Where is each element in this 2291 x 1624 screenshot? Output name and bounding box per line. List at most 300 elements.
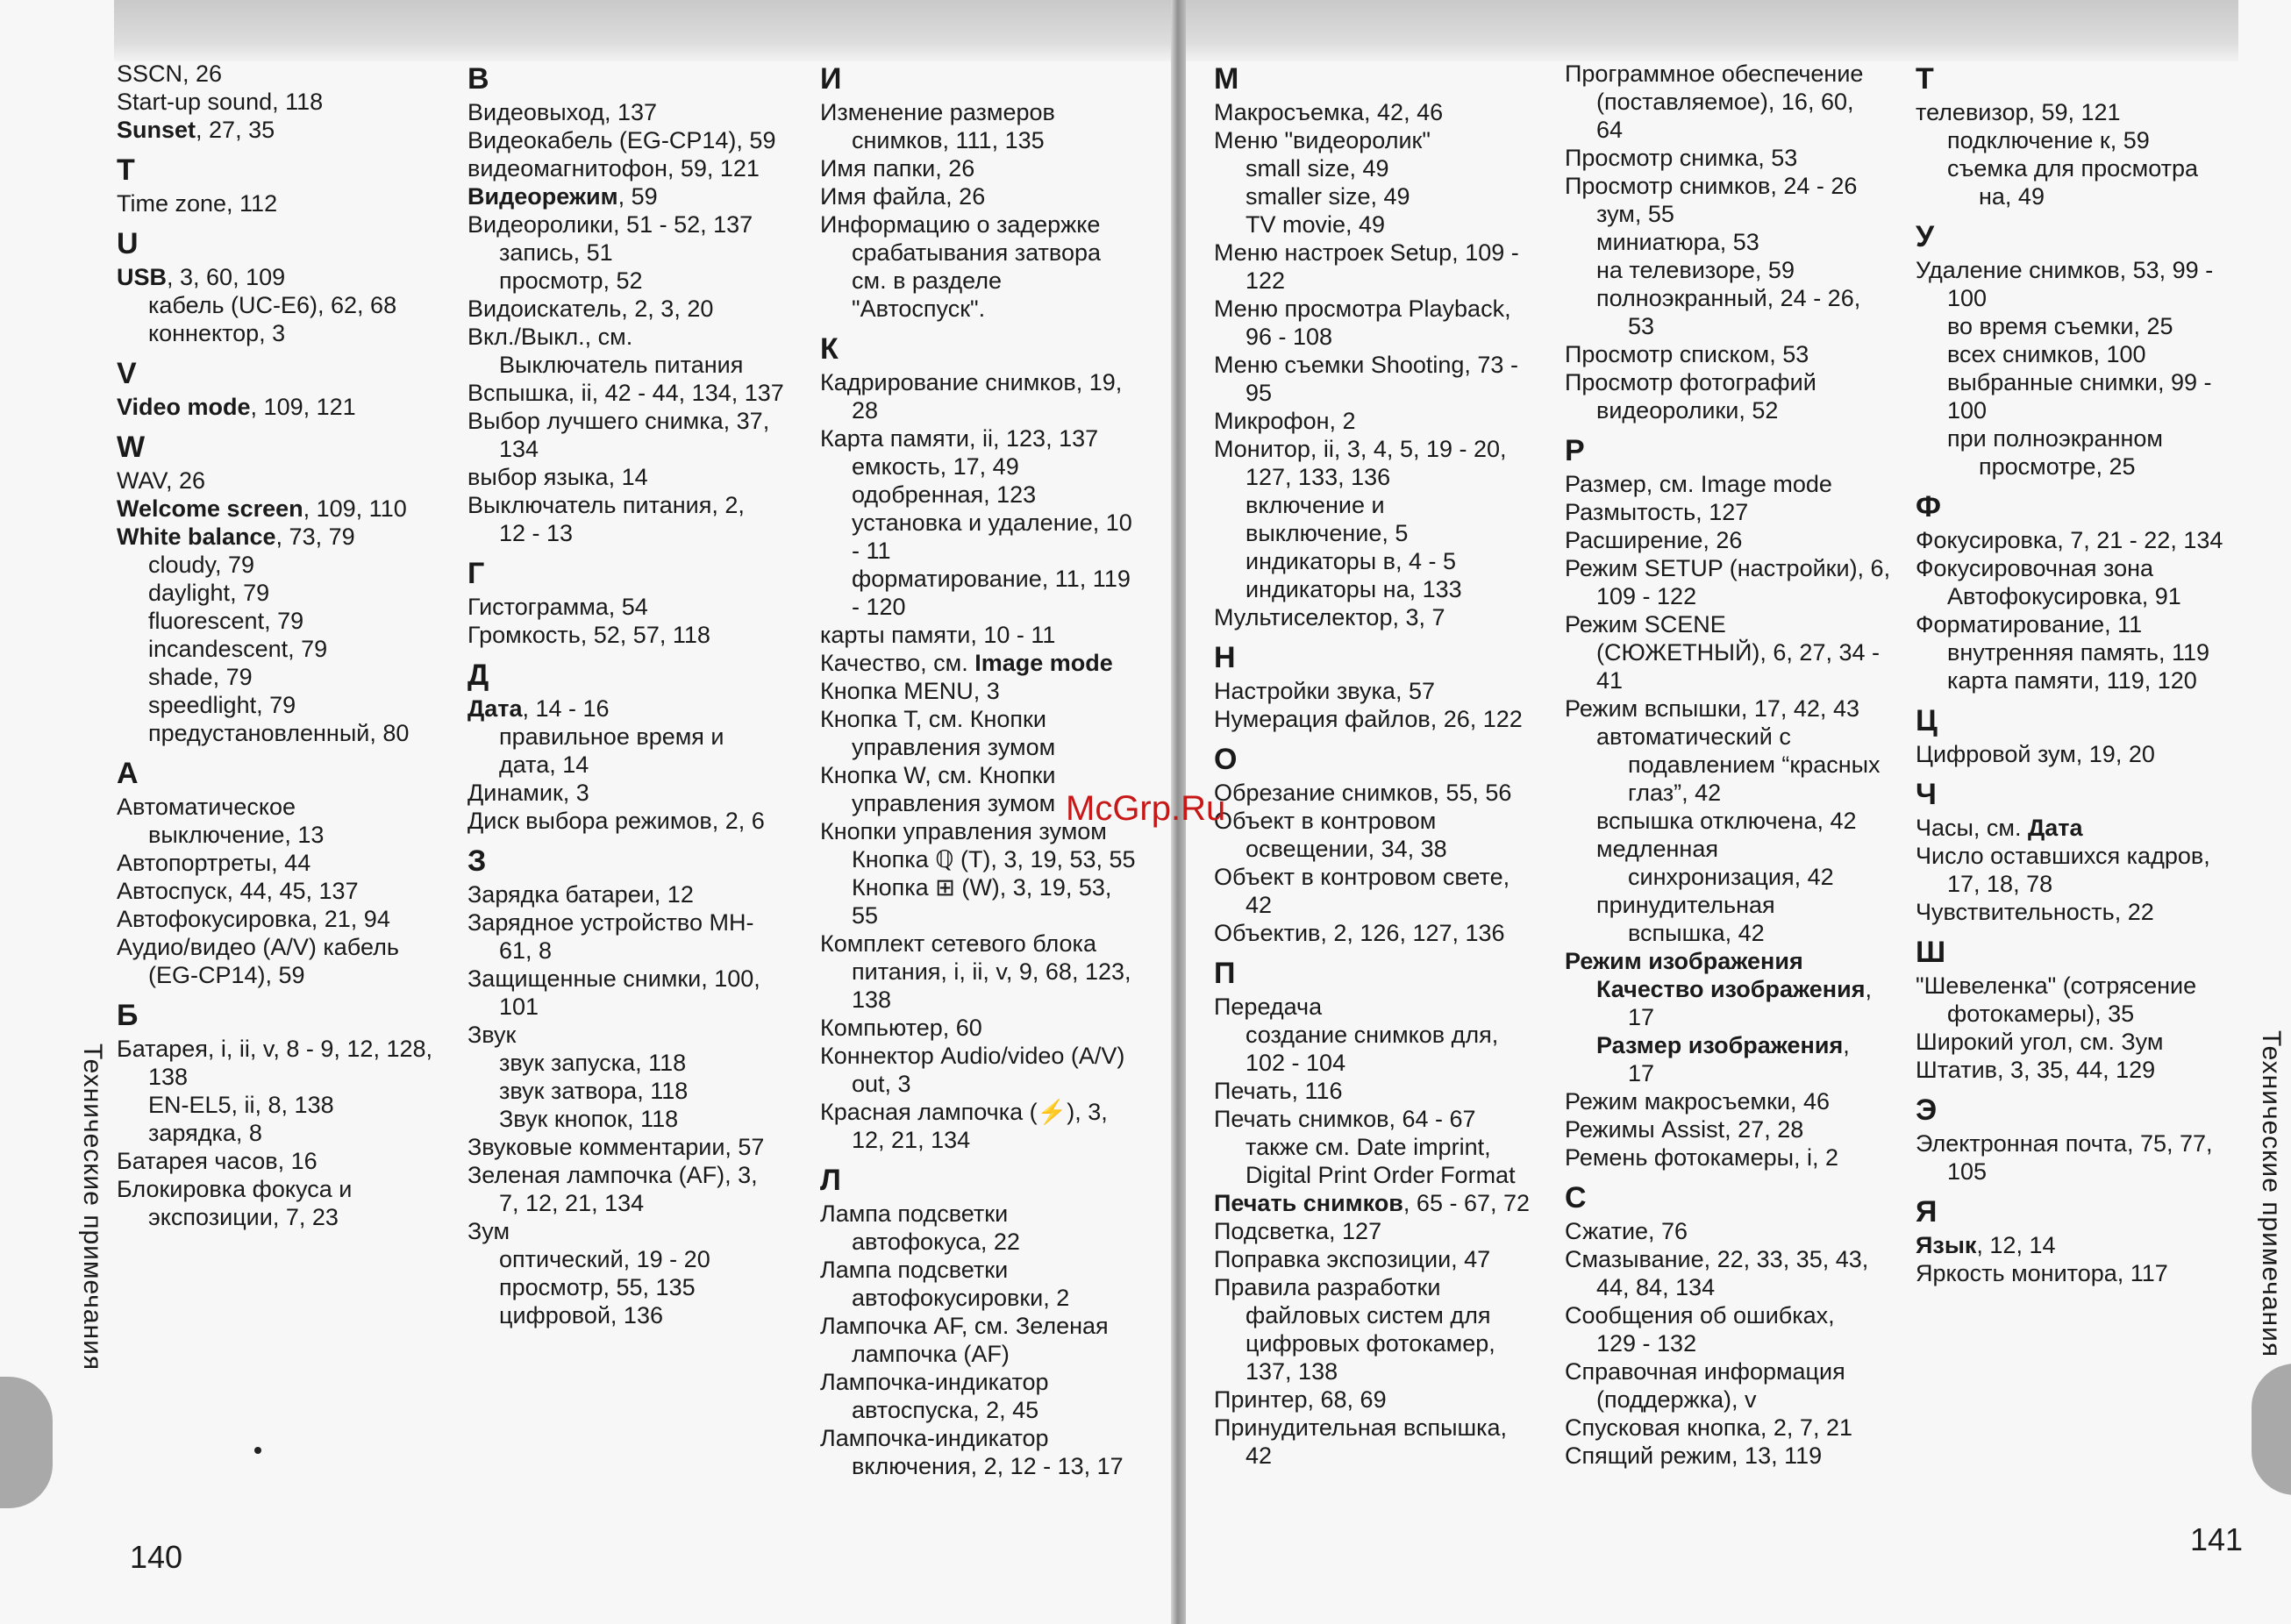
entry-text: Диск выбора режимов, 2, 6: [467, 808, 765, 834]
watermark: McGrp.Ru: [1066, 789, 1226, 828]
index-subentry: [1565, 88, 1890, 116]
index-subentry: [1214, 1161, 1530, 1189]
index-subentry: [820, 1452, 1136, 1480]
index-subentry: [820, 126, 1136, 154]
entry-text: Число оставшихся кадров,: [1916, 843, 2210, 869]
entry-text: Кнопка ℚ (T), 3, 19, 53, 55: [852, 846, 1136, 873]
index-entry: [1214, 1217, 1530, 1245]
entry-text: Вкл./Выкл., см.: [467, 324, 633, 350]
index-entry: [467, 295, 784, 323]
index-continuation: [1565, 751, 1890, 779]
entry-text: Режим SCENE: [1565, 611, 1726, 637]
index-entry: [117, 495, 432, 523]
index-entry: [117, 189, 432, 217]
entry-text: подавлением “красных: [1628, 751, 1881, 778]
index-subentry: [1214, 575, 1530, 603]
entry-text: запись, 51: [499, 239, 613, 266]
index-column-3: [820, 60, 1136, 1480]
index-entry: [117, 263, 432, 291]
index-entry: [1214, 295, 1530, 323]
index-subentry: [467, 1077, 784, 1105]
entry-text: 109 - 122: [1596, 583, 1697, 609]
entry-text: ,: [1843, 1032, 1850, 1058]
section-tab-marker: [2252, 1364, 2291, 1495]
index-subentry: [1565, 284, 1890, 312]
index-entry: [1214, 677, 1530, 705]
index-entry: [117, 116, 432, 144]
entry-text: Компьютер, 60: [820, 1015, 982, 1041]
entry-text: Печать снимков, 64 - 67: [1214, 1106, 1476, 1132]
index-entry: [467, 323, 784, 351]
section-letter: [467, 656, 784, 694]
section-letter: [117, 428, 432, 467]
index-subentry: [1916, 340, 2223, 368]
entry-text: Кнопка T, см. Кнопки: [820, 706, 1046, 732]
index-entry: [1214, 863, 1530, 891]
entry-text: Автофокусировка, 21, 94: [117, 906, 390, 932]
index-subentry: [820, 1396, 1136, 1424]
index-subentry: [1916, 284, 2223, 312]
index-entry: [1565, 340, 1890, 368]
entry-text: Обрезание снимков, 55, 56: [1214, 780, 1512, 806]
bold-term: Размер изображения: [1596, 1032, 1844, 1058]
entry-text: Монитор, ii, 3, 4, 5, 19 - 20,: [1214, 436, 1507, 462]
entry-text: 100: [1947, 285, 1988, 311]
entry-text: емкость, 17, 49: [852, 453, 1019, 480]
entry-text: 137, 138: [1245, 1358, 1338, 1385]
index-subentry: [1565, 638, 1890, 666]
index-entry: [467, 807, 784, 835]
entry-text: срабатывания затвора: [852, 239, 1102, 266]
entry-text: вспышка, 42: [1628, 920, 1765, 946]
entry-text: Т: [1916, 62, 1934, 96]
index-entry: [1565, 60, 1890, 88]
entry-text: Ремень фотокамеры, i, 2: [1565, 1144, 1839, 1171]
index-subentry: [1916, 582, 2223, 610]
entry-text: просмотре, 25: [1979, 453, 2136, 480]
entry-text: WAV, 26: [117, 467, 206, 494]
entry-text: 101: [499, 994, 539, 1020]
entry-text: Поправка экспозиции, 47: [1214, 1246, 1491, 1272]
index-column-1: [117, 60, 432, 1231]
index-entry: [1916, 98, 2223, 126]
entry-text: звук затвора, 118: [499, 1078, 689, 1104]
entry-text: Зарядка батареи, 12: [467, 881, 694, 908]
entry-text: 17: [1628, 1004, 1655, 1030]
index-subentry: [117, 961, 432, 989]
entry-text: Звук кнопок, 118: [499, 1106, 679, 1132]
entry-text: smaller size, 49: [1245, 183, 1410, 210]
entry-text: снимков, 111, 135: [852, 127, 1045, 153]
entry-text: Кнопка MENU, 3: [820, 678, 1000, 704]
index-subentry: [1565, 835, 1890, 863]
entry-text: Меню просмотра Playback,: [1214, 296, 1511, 322]
entry-text: , 59: [617, 183, 658, 210]
entry-text: 7, 12, 21, 134: [499, 1190, 645, 1216]
index-subentry: [117, 691, 432, 719]
entry-text: EN-EL5, ii, 8, 138: [148, 1092, 334, 1118]
top-shadow-band: [114, 0, 1171, 61]
entry-text: 44, 84, 134: [1596, 1274, 1716, 1300]
index-continuation: [1565, 1003, 1890, 1031]
index-entry: [820, 1256, 1136, 1284]
index-entry: [1565, 526, 1890, 554]
entry-text: Автофокусировка, 91: [1947, 583, 2181, 609]
entry-text: Я: [1916, 1195, 1938, 1229]
entry-text: съемка для просмотра: [1947, 155, 2199, 182]
index-subentry: [117, 291, 432, 319]
index-subentry: [820, 1284, 1136, 1312]
index-subentry: [1214, 1133, 1530, 1161]
entry-text: управления зумом: [852, 790, 1056, 816]
entry-text: видеомагнитофон, 59, 121: [467, 155, 760, 182]
section-letter: [117, 996, 432, 1035]
index-subentry: [1214, 1301, 1530, 1329]
index-entry: [467, 779, 784, 807]
index-entry: [1214, 407, 1530, 435]
index-entry: [467, 1133, 784, 1161]
entry-text: Кнопки управления зумом: [820, 818, 1107, 844]
entry-text: 129 - 132: [1596, 1330, 1697, 1357]
entry-text: Ф: [1916, 490, 1942, 524]
entry-text: Выключатель питания: [499, 352, 744, 378]
entry-text: питания, i, ii, v, 9, 68, 123,: [852, 958, 1131, 985]
entry-text: Фокусировка, 7, 21 - 22, 134: [1916, 527, 2223, 553]
entry-text: Сжатие, 76: [1565, 1218, 1688, 1244]
index-entry: [1565, 947, 1890, 975]
index-entry: [1565, 1245, 1890, 1273]
entry-text: 12 - 13: [499, 520, 574, 546]
index-entry: [820, 1312, 1136, 1340]
entry-text: Смазывание, 22, 33, 35, 43,: [1565, 1246, 1869, 1272]
index-entry: [1214, 1189, 1530, 1217]
entry-text: Печать, 116: [1214, 1078, 1343, 1104]
index-subentry: [1565, 891, 1890, 919]
index-subentry: [820, 733, 1136, 761]
index-entry: [1565, 554, 1890, 582]
index-subentry: [1916, 368, 2223, 396]
index-entry: [820, 621, 1136, 649]
entry-text: 64: [1596, 117, 1624, 143]
entry-text: вспышка отключена, 42: [1596, 808, 1857, 834]
page-number: 141: [2190, 1521, 2244, 1557]
index-entry: [820, 1098, 1136, 1126]
entry-text: на, 49: [1979, 183, 2045, 210]
bold-term: White balance: [117, 524, 276, 550]
entry-text: W: [117, 431, 146, 464]
entry-text: Аудио/видео (A/V) кабель: [117, 934, 399, 960]
right-page: [1186, 0, 2291, 1624]
entry-text: включения, 2, 12 - 13, 17: [852, 1453, 1124, 1479]
top-shadow-band: [1186, 0, 2238, 61]
index-subentry: [820, 295, 1136, 323]
index-subentry: [1565, 1273, 1890, 1301]
index-entry: [1214, 1077, 1530, 1105]
entry-text: Лампа подсветки: [820, 1257, 1009, 1283]
entry-text: индикаторы на, 133: [1245, 576, 1462, 602]
entry-text: см. в разделе: [852, 267, 1003, 294]
index-entry: [467, 463, 784, 491]
index-entry: [1214, 919, 1530, 947]
bold-term: Режим изображения: [1565, 948, 1803, 974]
entry-text: З: [467, 844, 487, 878]
index-subentry: [1565, 1385, 1890, 1414]
entry-text: выбранные снимки, 99 -: [1947, 369, 2212, 395]
entry-text: Защищенные снимки, 100,: [467, 965, 760, 992]
index-continuation: [1565, 779, 1890, 807]
entry-text: звук запуска, 118: [499, 1050, 687, 1076]
index-entry: [1565, 498, 1890, 526]
entry-text: фотокамеры), 35: [1947, 1001, 2135, 1027]
bold-term: Язык: [1916, 1232, 1977, 1258]
entry-text: fluorescent, 79: [148, 608, 304, 634]
entry-text: Автоспуск, 44, 45, 137: [117, 878, 359, 904]
index-entry: [1916, 814, 2223, 842]
entry-text: , 12, 14: [1976, 1232, 2056, 1258]
index-entry: [1214, 1385, 1530, 1414]
entry-text: Спящий режим, 13, 119: [1565, 1442, 1823, 1469]
entry-text: Батарея, i, ii, v, 8 - 9, 12, 128,: [117, 1036, 432, 1062]
index-subentry: [117, 607, 432, 635]
entry-text: Start-up sound, 118: [117, 89, 324, 115]
bold-term: USB: [117, 264, 168, 290]
entry-text: подключение к, 59: [1947, 127, 2150, 153]
entry-text: U: [117, 227, 139, 260]
entry-text: , 3, 60, 109: [167, 264, 286, 290]
section-letter: [1916, 775, 2223, 814]
index-entry: [820, 1014, 1136, 1042]
index-subentry: [117, 1119, 432, 1147]
index-entry: [1565, 368, 1890, 396]
index-subentry: [1214, 379, 1530, 407]
index-entry: [1565, 144, 1890, 172]
section-letter: [1565, 1179, 1890, 1217]
index-entry: [117, 849, 432, 877]
index-continuation: [1916, 182, 2223, 210]
entry-text: , 14 - 16: [522, 695, 610, 722]
entry-text: out, 3: [852, 1071, 911, 1097]
index-entry: [117, 933, 432, 961]
section-letter: [1214, 638, 1530, 677]
index-subentry: [467, 1245, 784, 1273]
index-entry: [820, 154, 1136, 182]
index-entry: [1565, 1357, 1890, 1385]
entry-text: 53: [1628, 313, 1655, 339]
index-entry: [1916, 610, 2223, 638]
entry-text: V: [117, 357, 137, 390]
index-entry: [1214, 239, 1530, 267]
entry-text: телевизор, 59, 121: [1916, 99, 2121, 125]
index-entry: [1214, 603, 1530, 631]
entry-text: Режим SETUP (настройки), 6,: [1565, 555, 1891, 581]
entry-text: зарядка, 8: [148, 1120, 262, 1146]
index-subentry: [1565, 116, 1890, 144]
index-subentry: [820, 565, 1136, 593]
index-entry: [117, 1147, 432, 1175]
entry-text: включение и: [1245, 492, 1385, 518]
index-entry: [1916, 1129, 2223, 1157]
index-subentry: [467, 751, 784, 779]
entry-text: (СЮЖЕТНЫЙ), 6, 27, 34 -: [1596, 639, 1880, 666]
entry-text: автофокуса, 22: [852, 1229, 1020, 1255]
index-subentry: [820, 958, 1136, 986]
entry-text: Цифровой зум, 19, 20: [1916, 741, 2155, 767]
entry-text: , 109, 121: [250, 394, 356, 420]
entry-text: Просмотр снимков, 24 - 26: [1565, 173, 1858, 199]
index-entry: [467, 1021, 784, 1049]
index-entry: [1214, 126, 1530, 154]
entry-text: управления зумом: [852, 734, 1056, 760]
entry-text: Имя папки, 26: [820, 155, 975, 182]
index-subentry: [117, 1091, 432, 1119]
entry-text: Зарядное устройство MH-: [467, 909, 754, 936]
entry-text: цифровой, 136: [499, 1302, 663, 1328]
entry-text: Комплект сетевого блока: [820, 930, 1096, 957]
section-letter: [1916, 217, 2223, 256]
entry-text: Меню съемки Shooting, 73 -: [1214, 352, 1518, 378]
entry-text: дата, 14: [499, 751, 589, 778]
entry-text: Меню "видеоролик": [1214, 127, 1431, 153]
index-subentry: [467, 1105, 784, 1133]
entry-text: коннектор, 3: [148, 320, 286, 346]
entry-text: Режим макросъемки, 46: [1565, 1088, 1831, 1115]
entry-text: кабель (UC-E6), 62, 68: [148, 292, 397, 318]
entry-text: Объектив, 2, 126, 127, 136: [1214, 920, 1505, 946]
index-column-2: [467, 60, 784, 1329]
index-subentry: [1214, 1357, 1530, 1385]
entry-text: Подсветка, 127: [1214, 1218, 1382, 1244]
entry-text: Электронная почта, 75, 77,: [1916, 1130, 2213, 1157]
index-subentry: [820, 1228, 1136, 1256]
index-subentry: [820, 267, 1136, 295]
entry-text: Автоматическое: [117, 794, 296, 820]
index-subentry: [467, 351, 784, 379]
entry-text: Объект в контровом: [1214, 808, 1437, 834]
index-subentry: [117, 1203, 432, 1231]
entry-text: Д: [467, 659, 489, 692]
entry-text: Широкий угол, см. Зум: [1916, 1029, 2164, 1055]
section-letter: [117, 224, 432, 263]
entry-text: "Шевеленка" (сотрясение: [1916, 972, 2197, 999]
entry-text: индикаторы в, 4 - 5: [1245, 548, 1457, 574]
entry-text: Качество, см.: [820, 650, 975, 676]
entry-text: Видоискатель, 2, 3, 20: [467, 296, 714, 322]
index-subentry: [1214, 491, 1530, 519]
entry-text: принудительная: [1596, 892, 1775, 918]
entry-text: Настройки звука, 57: [1214, 678, 1435, 704]
section-letter: [467, 554, 784, 593]
index-entry: [467, 98, 784, 126]
entry-text: Справочная информация: [1565, 1358, 1845, 1385]
index-subentry: [820, 1126, 1136, 1154]
index-entry: [1916, 972, 2223, 1000]
index-subentry: [1214, 1049, 1530, 1077]
side-tab-text: Технические примечания: [2257, 1030, 2286, 1358]
index-subentry: [1916, 312, 2223, 340]
entry-text: оптический, 19 - 20: [499, 1246, 710, 1272]
bold-term: Video mode: [117, 394, 251, 420]
index-entry: [467, 593, 784, 621]
entry-text: Time zone, 112: [117, 190, 278, 217]
index-entry: [467, 379, 784, 407]
index-subentry: [820, 901, 1136, 930]
index-subentry: [467, 519, 784, 547]
entry-text: 42: [1245, 892, 1273, 918]
index-subentry: [820, 986, 1136, 1014]
index-subentry: [117, 663, 432, 691]
index-subentry: [820, 396, 1136, 424]
index-subentry: [820, 1070, 1136, 1098]
index-entry: [1916, 1231, 2223, 1259]
entry-text: 41: [1596, 667, 1624, 694]
entry-text: Гистограмма, 54: [467, 594, 648, 620]
index-subentry: [820, 1340, 1136, 1368]
entry-text: Вспышка, ii, 42 - 44, 134, 137: [467, 380, 784, 406]
entry-text: освещении, 34, 38: [1245, 836, 1447, 862]
entry-text: при полноэкранном: [1947, 425, 2163, 452]
entry-text: - 120: [852, 594, 906, 620]
index-entry: [1565, 1442, 1890, 1470]
index-entry: [820, 1200, 1136, 1228]
bold-term: Качество изображения: [1596, 976, 1866, 1002]
entry-text: Мультиселектор, 3, 7: [1214, 604, 1445, 630]
index-subentry: [1214, 519, 1530, 547]
index-entry: [467, 154, 784, 182]
entry-text: small size, 49: [1245, 155, 1389, 182]
index-entry: [1214, 351, 1530, 379]
index-continuation: [1916, 452, 2223, 481]
entry-text: миниатюра, 53: [1596, 229, 1759, 255]
index-entry: [1565, 1301, 1890, 1329]
index-entry: [1214, 779, 1530, 807]
entry-text: создание снимков для,: [1245, 1022, 1499, 1048]
index-entry: [820, 1424, 1136, 1452]
entry-text: Спусковая кнопка, 2, 7, 21: [1565, 1414, 1852, 1441]
section-letter: [1916, 933, 2223, 972]
entry-text: 138: [852, 987, 892, 1013]
entry-text: Меню настроек Setup, 109 -: [1214, 239, 1519, 266]
entry-text: Просмотр фотографий: [1565, 369, 1816, 395]
index-subentry: [467, 239, 784, 267]
index-entry: [1565, 172, 1890, 200]
index-entry: [467, 210, 784, 239]
entry-text: форматирование, 11, 119: [852, 566, 1131, 592]
entry-text: Громкость, 52, 57, 118: [467, 622, 710, 648]
section-letter: [820, 330, 1136, 368]
section-letter: [467, 60, 784, 98]
index-subentry: [467, 993, 784, 1021]
index-subentry: [117, 579, 432, 607]
entry-text: 96 - 108: [1245, 324, 1333, 350]
index-entry: [467, 880, 784, 908]
index-entry: [1565, 1414, 1890, 1442]
section-letter: [1214, 60, 1530, 98]
index-entry: [820, 677, 1136, 705]
index-subentry: [467, 1189, 784, 1217]
entry-text: Макросъемка, 42, 46: [1214, 99, 1444, 125]
entry-text: автоспуска, 2, 45: [852, 1397, 1039, 1423]
entry-text: Просмотр снимка, 53: [1565, 145, 1798, 171]
index-subentry: [1214, 154, 1530, 182]
entry-text: медленная: [1596, 836, 1718, 862]
entry-text: выключение, 5: [1245, 520, 1409, 546]
index-entry: [117, 905, 432, 933]
entry-text: карты памяти, 10 - 11: [820, 622, 1056, 648]
print-speck: [254, 1447, 261, 1454]
index-entry: [467, 621, 784, 649]
entry-text: 17, 18, 78: [1947, 871, 2053, 897]
index-entry: [467, 126, 784, 154]
